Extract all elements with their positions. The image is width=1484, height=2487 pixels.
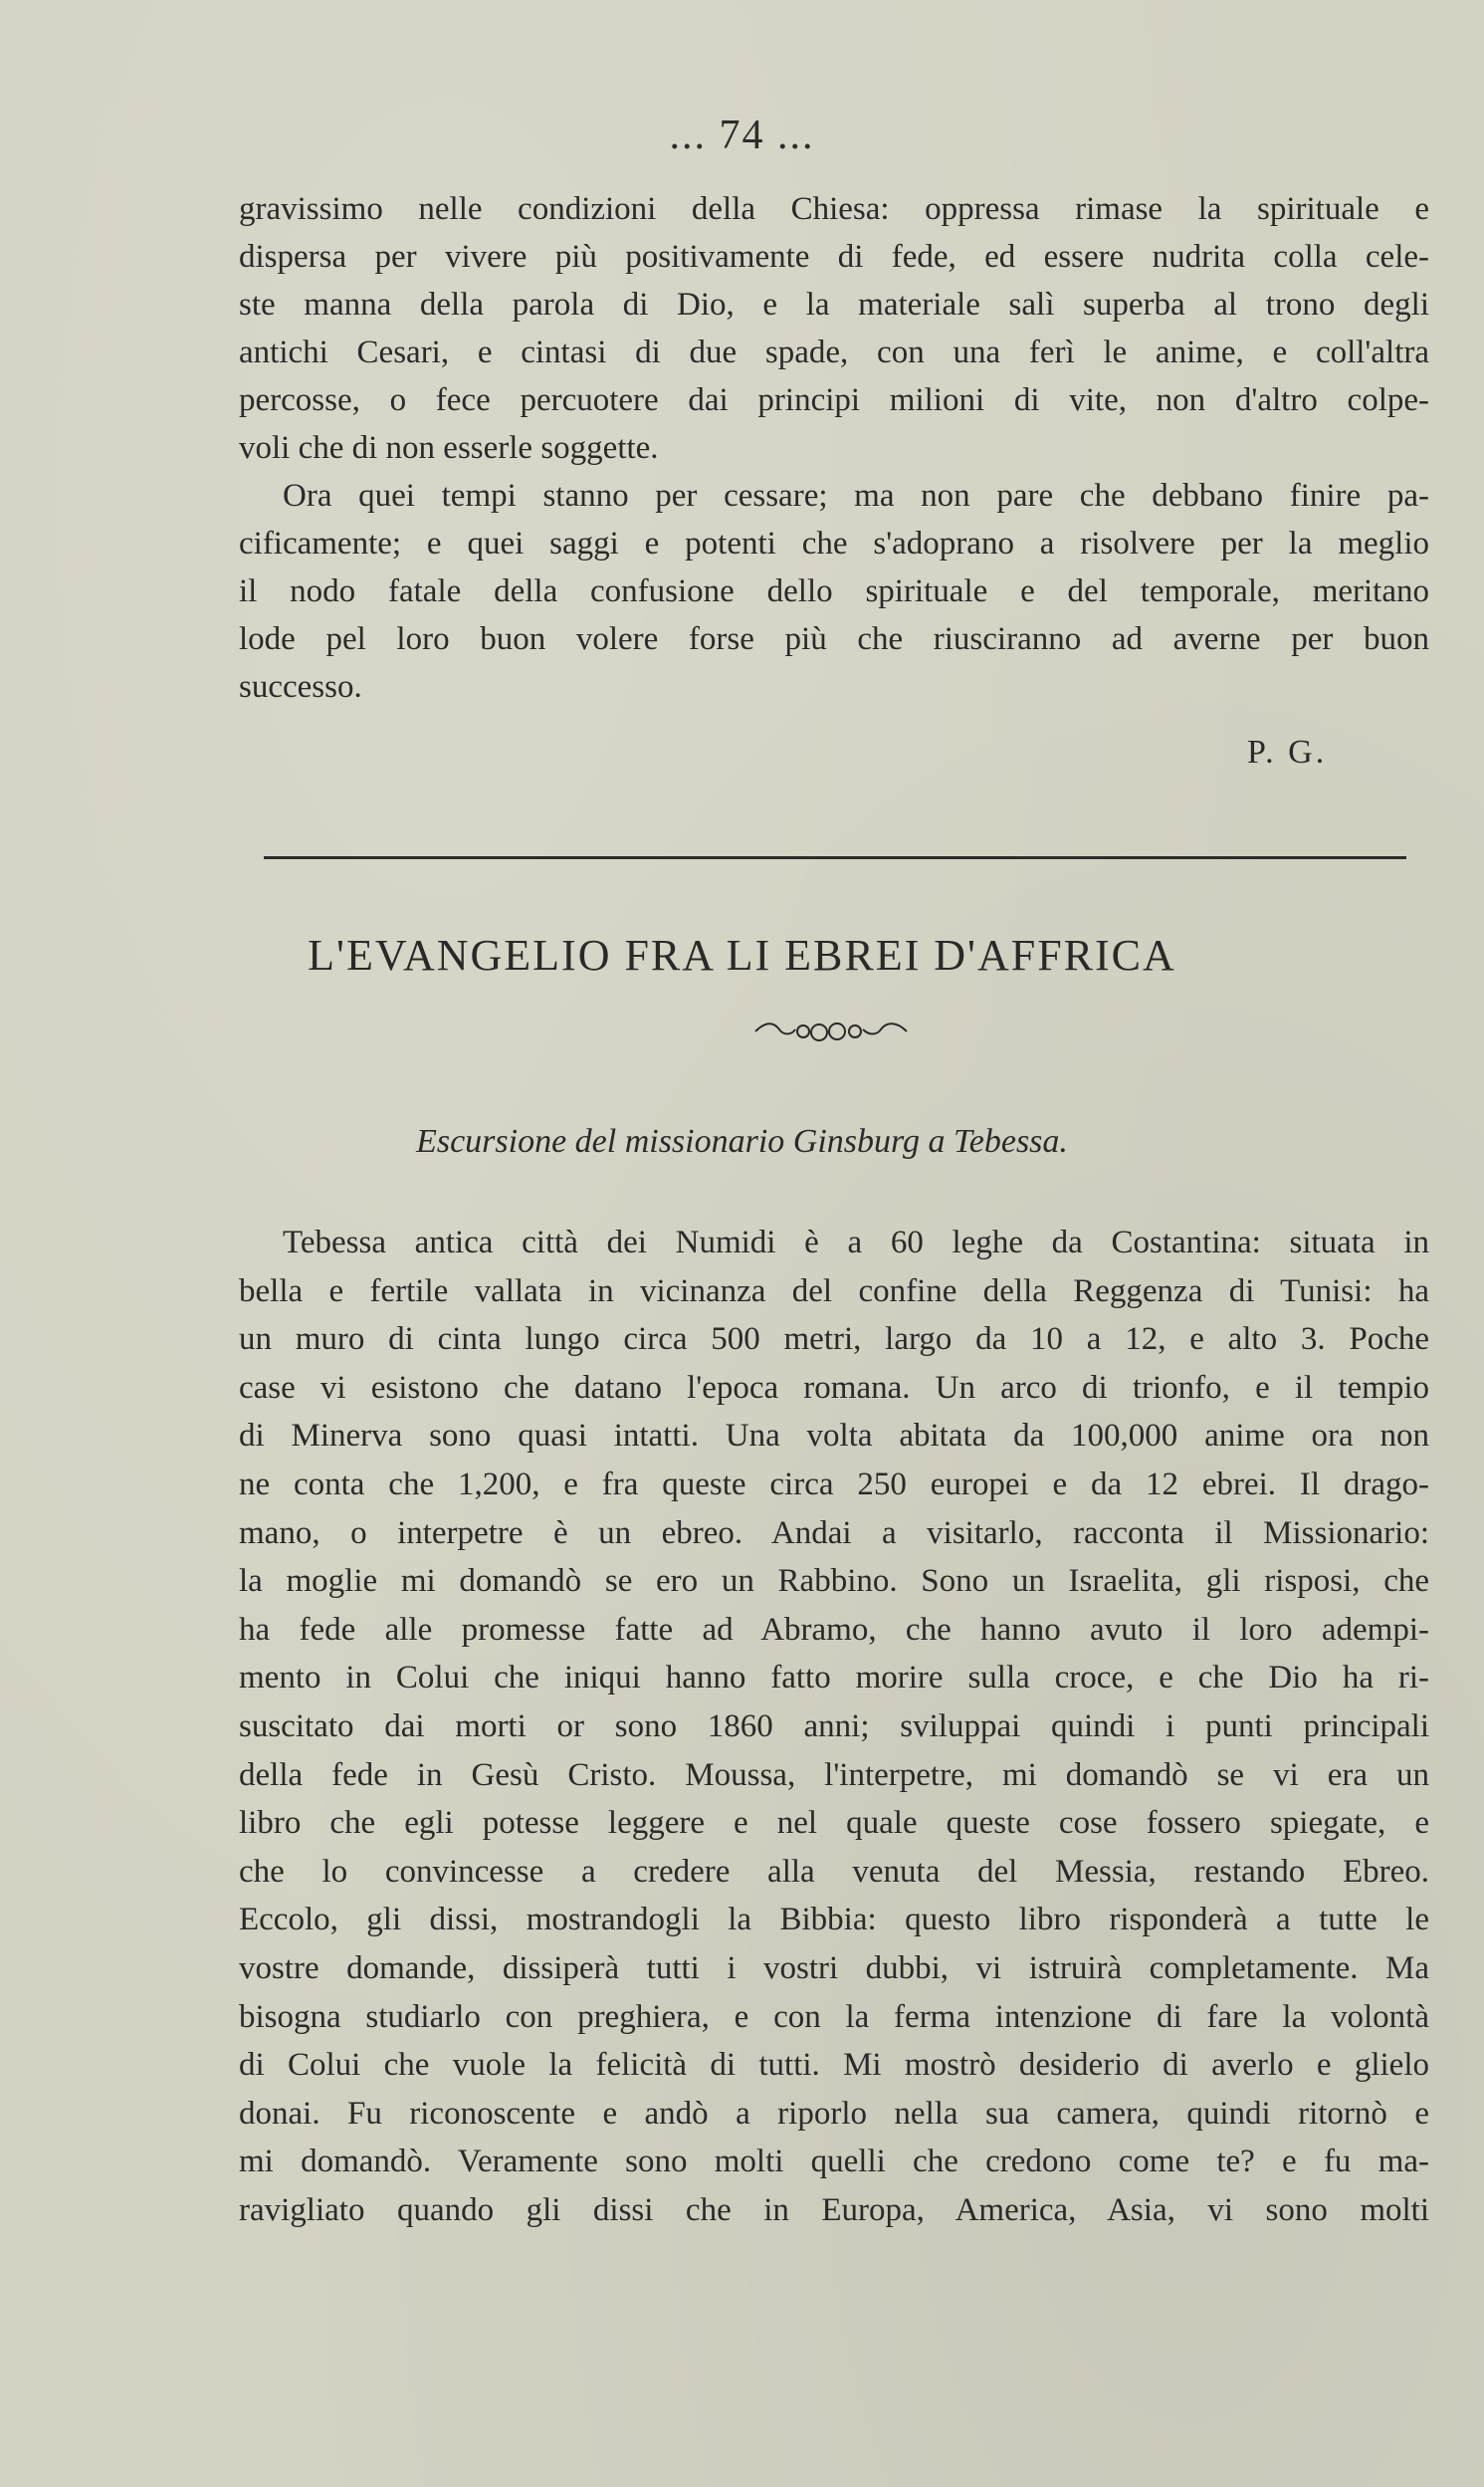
text-line: la moglie mi domandò se ero un Rabbino. Sono un Israelita, gli risposi, che xyxy=(239,1563,1429,1600)
text-line: di Minerva sono quasi intatti. Una volta abitata da 100,000 anime ora non xyxy=(239,1418,1429,1455)
text-line: bisogna studiarlo con preghiera, e con la ferma intenzione di fare la volontà xyxy=(239,1998,1429,2035)
text-line: mano, o interpetre è un ebreo. Andai a visitarlo, racconta il Missionario: xyxy=(239,1514,1429,1551)
previous-article-ending xyxy=(239,185,1429,711)
text-line: case vi esistono che datano l'epoca romana. Un arco di trionfo, e il tempio xyxy=(239,1369,1429,1406)
text-line: ne conta che 1,200, e fra queste circa 250 europei e da 12 ebrei. Il drago- xyxy=(239,1466,1429,1502)
text-line: il nodo fatale della confusione dello spirituale e del temporale, meritano xyxy=(239,573,1429,609)
page-number: ... 74 ... xyxy=(669,113,815,158)
text-line: dispersa per vivere più positivamente di fede, ed essere nudrita colla cele- xyxy=(239,239,1429,275)
article-title: L'EVANGELIO FRA LI EBREI D'AFFRICA xyxy=(308,931,1176,980)
text-line: lode pel loro buon volere forse più che riusciranno ad averne per buon xyxy=(239,621,1429,657)
text-line: successo. xyxy=(239,669,362,705)
text-line: mi domandò. Veramente sono molti quelli che credono come te? e fu ma- xyxy=(239,2144,1429,2180)
text-line: suscitato dai morti or sono 1860 anni; sviluppai quindi i punti principali xyxy=(239,1707,1429,1744)
text-line: ravigliato quando gli dissi che in Europa, America, Asia, vi sono molti xyxy=(239,2191,1429,2228)
text-line: un muro di cinta lungo circa 500 metri, largo da 10 a 12, e alto 3. Poche xyxy=(239,1321,1429,1358)
text-line: vostre domande, dissiperà tutti i vostri dubbi, vi istruirà completamente. Ma xyxy=(239,1949,1429,1986)
text-line: ste manna della parola di Dio, e la materiale salì superba al trono degli xyxy=(239,287,1429,323)
text-line: bella e fertile vallata in vicinanza del confine della Reggenza di Tunisi: ha xyxy=(239,1272,1429,1309)
text-line: percosse, o fece percuotere dai principi milioni di vite, non d'altro colpe- xyxy=(239,382,1429,418)
text-line: Tebessa antica città dei Numidi è a 60 leghe da Costantina: situata in xyxy=(283,1225,1429,1260)
ornament-flourish-icon xyxy=(751,1017,911,1045)
text-line: Eccolo, gli dissi, mostrandogli la Bibbia: questo libro risponderà a tutte le xyxy=(239,1902,1429,1938)
text-line: Ora quei tempi stanno per cessare; ma non pare che debbano finire pa- xyxy=(283,478,1429,514)
text-line: antichi Cesari, e cintasi di due spade, con una ferì le anime, e coll'altra xyxy=(239,335,1429,370)
author-signature: P. G. xyxy=(1247,734,1328,771)
article-body xyxy=(239,1219,1429,2234)
text-line: che lo convincesse a credere alla venuta del Messia, restando Ebreo. xyxy=(239,1853,1429,1890)
text-line: mento in Colui che iniqui hanno fatto morire sulla croce, e che Dio ha ri- xyxy=(239,1660,1429,1696)
section-divider xyxy=(264,856,1406,859)
text-line: di Colui che vuole la felicità di tutti. Mi mostrò desiderio di averlo e glielo xyxy=(239,2047,1429,2084)
text-line: della fede in Gesù Cristo. Moussa, l'interpetre, mi domandò se vi era un xyxy=(239,1756,1429,1793)
text-line: libro che egli potesse leggere e nel quale queste cose fossero spiegate, e xyxy=(239,1805,1429,1842)
text-line: gravissimo nelle condizioni della Chiesa: oppressa rimase la spirituale e xyxy=(239,191,1429,227)
text-line: ha fede alle promesse fatte ad Abramo, che hanno avuto il loro adempi- xyxy=(239,1611,1429,1648)
text-line: cificamente; e quei saggi e potenti che s'adoprano a risolvere per la meglio xyxy=(239,526,1429,562)
article-subtitle: Escursione del missionario Ginsburg a Tebessa. xyxy=(416,1123,1068,1160)
text-line: donai. Fu riconoscente e andò a riporlo nella sua camera, quindi ritornò e xyxy=(239,2095,1429,2132)
text-line: voli che di non esserle soggette. xyxy=(239,430,659,466)
